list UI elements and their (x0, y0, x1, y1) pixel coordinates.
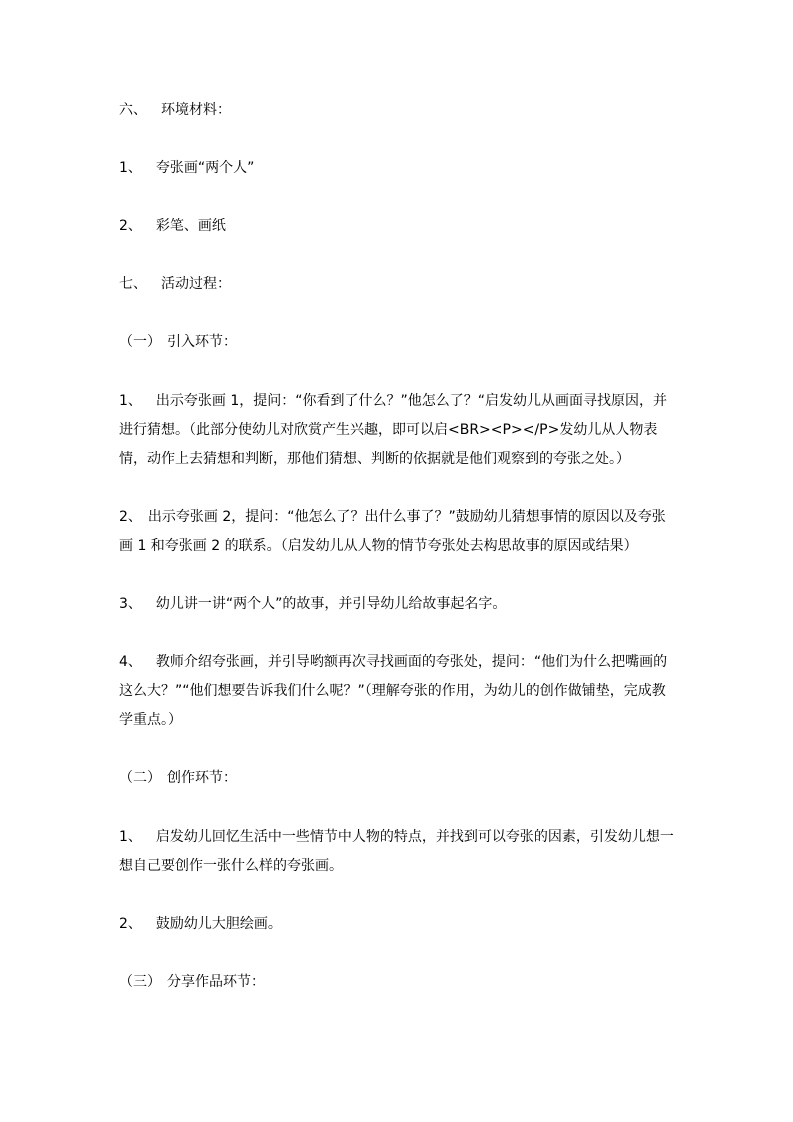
paragraph-number: 六、 (119, 102, 147, 118)
list-item-intro-1 (119, 387, 679, 474)
paragraph-number: 1、 (119, 829, 142, 845)
list-item-material-2 (119, 212, 679, 241)
subheading-intro-section (119, 328, 679, 357)
paragraph-text: 出示夸张画 1，提问：“你看到了什么？”他怎么了？“启发幼儿从画面寻找原因，并进行猜想。（此部分使幼儿对欣赏产生兴趣，即可以启<BR><P></P>发幼儿从人物表情，动作上去猜想和判断，那他们猜想、判断的依据就是他们观察到的夸张之处。） (119, 393, 668, 467)
paragraph-text: 环境材料： (161, 102, 231, 118)
paragraph-number: 2、 (119, 916, 142, 932)
list-item-material-1 (119, 154, 679, 183)
paragraph-text: 鼓励幼儿大胆绘画。 (155, 916, 282, 932)
paragraph-number: 2、 (119, 509, 142, 525)
paragraph-number: 1、 (119, 393, 142, 409)
paragraph-text: 启发幼儿回忆生活中一些情节中人物的特点，并找到可以夸张的因素，引发幼儿想一想自己要创作一张什么样的夸张画。 (119, 829, 674, 874)
heading-activity-process (119, 270, 679, 299)
paragraph-number: （三） (119, 974, 161, 990)
paragraph-text: 教师介绍夸张画，并引导哟额再次寻找画面的夸张处，提问：“他们为什么把嘴画的这么大？”“他们想要告诉我们什么呢？”（理解夸张的作用，为幼儿的创作做铺垫，完成教学重点。） (119, 654, 668, 728)
paragraph-number: 3、 (119, 596, 142, 612)
paragraph-text: 彩笔、画纸 (155, 218, 226, 234)
paragraph-number: （一） (119, 334, 161, 350)
paragraph-number: （二） (119, 770, 161, 786)
list-item-creation-1 (119, 823, 679, 881)
subheading-creation-section (119, 764, 679, 793)
list-item-intro-4 (119, 648, 679, 735)
paragraph-text: 分享作品环节： (167, 974, 265, 990)
list-item-intro-3 (119, 590, 679, 619)
paragraph-text: 出示夸张画 2，提问：“他怎么了？出什么事了？”鼓励幼儿猜想事情的原因以及夸张画 1 和夸张画 2 的联系。（启发幼儿从人物的情节夸张处去构思故事的原因或结果） (119, 509, 666, 554)
list-item-intro-2 (119, 503, 679, 561)
subheading-share-section (119, 968, 679, 997)
list-item-creation-2 (119, 910, 679, 939)
paragraph-text: 活动过程： (161, 276, 231, 292)
heading-environment-materials (119, 96, 679, 125)
paragraph-text: 夸张画“两个人” (155, 160, 255, 176)
paragraph-number: 1、 (119, 160, 142, 176)
paragraph-text: 引入环节： (167, 334, 237, 350)
paragraph-number: 4、 (119, 654, 142, 670)
paragraph-number: 2、 (119, 218, 142, 234)
paragraph-text: 幼儿讲一讲“两个人”的故事，并引导幼儿给故事起名字。 (155, 596, 507, 612)
paragraph-text: 创作环节： (167, 770, 237, 786)
paragraph-number: 七、 (119, 276, 147, 292)
